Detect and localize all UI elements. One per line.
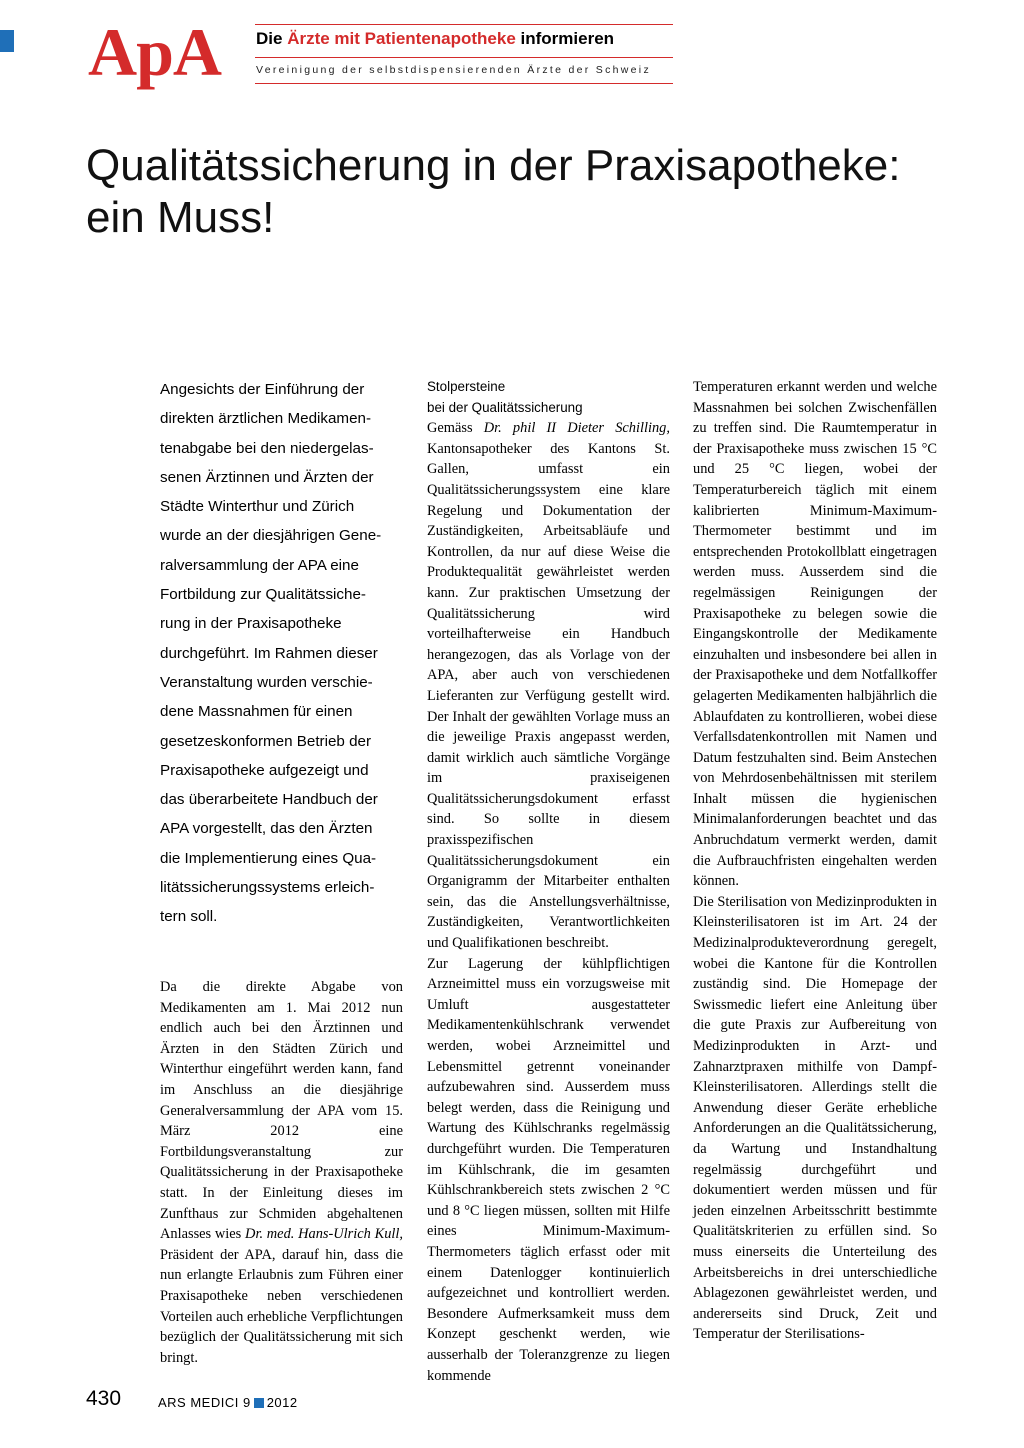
issue-year: 2012 bbox=[266, 1395, 298, 1410]
tagline-highlight: Ärzte mit Patientenapotheke bbox=[287, 29, 516, 48]
subheading-line-1: Stolpersteine bbox=[427, 379, 506, 394]
tagline-pre: Die bbox=[256, 29, 288, 48]
header-tagline bbox=[256, 29, 614, 49]
title-line-1: Qualitätssicherung in der Praxisapotheke: bbox=[86, 141, 901, 190]
col2-person-name: Dr. phil II Dieter Schilling, bbox=[483, 420, 670, 437]
lead-line: Angesichts der Einführung der bbox=[160, 381, 365, 398]
lead-line: Städte Winterthur und Zürich bbox=[160, 498, 355, 516]
lead-line: tenabgabe bei den niedergelas- bbox=[160, 439, 374, 457]
title-line-2: ein Muss! bbox=[86, 193, 275, 242]
col1-paragraph-1 bbox=[160, 977, 403, 1368]
lead-line: litätssicherungssystems erleich- bbox=[160, 879, 375, 897]
header-subtitle: Vereinigung der selbstdispensierenden Ärzte der Schweiz bbox=[256, 64, 651, 76]
lead-line: rung in der Praxisapotheke bbox=[160, 615, 342, 633]
lead-line: APA vorgestellt, das den Ärzten bbox=[160, 820, 373, 838]
col2-text-pre: Gemäss bbox=[427, 420, 484, 437]
column-3 bbox=[693, 377, 937, 1345]
lead-line: wurde an der diesjährigen Gene- bbox=[160, 527, 382, 545]
col1-text: Da die direkte Abgabe von Medikamenten am 1. Mai 2012 nun endlich auch bei den Ärztinnen und Ärzten in den Städten Zürich und Winterthur eingeführt werden kann, fand im Anschluss an die diesjährige Generalversammlung der APA vom 15. März 2012 eine Fortbildungsveranstaltung zur Qualitätssicherung in der Praxisapotheke statt. In der Einleitung dieses im Zunfthaus zur Schmiden abgehaltenen Anlasses wies bbox=[160, 979, 403, 1243]
lead-line: durchgeführt. Im Rahmen dieser bbox=[160, 644, 378, 662]
col1-text-end: Präsident der APA, darauf hin, dass die nun erlangte Erlaubnis zum Führen einer Praxisapotheke neben verschiedenen Vorteilen auch erhebliche Verpflichtungen bezüglich der Qualitätssicherung mit sich bringt. bbox=[160, 1246, 403, 1366]
square-icon bbox=[254, 1398, 264, 1408]
lead-line: das überarbeitete Handbuch der bbox=[160, 791, 378, 809]
page-number: 430 bbox=[86, 1387, 122, 1410]
col2-text: Kantonsapotheker des Kantons St. Gallen, umfasst ein Qualitätssicherungssystem eine klare Regelung und Dokumentation der Zuständigkeiten, Arbeitsabläufe und Kontrollen, da nur auf diese Weise die Produktequalität gewährleistet werden kann. Zur praktischen Umsetzung der Qualitätssicherung wird vorteilhafterweise ein Handbuch herangezogen, das als Vorlage von der APA, aber auch von verschiedenen Lieferanten zur Verfügung gestellt wird. Der Inhalt der gewählten Vorlage muss an die jeweilige Praxis angepasst werden, damit wirklich auch sämtliche Vorgänge im praxiseigenen Qualitätssicherungsdokument erfasst sind. So sollte in diesem praxisspezifischen Qualitätssicherungsdokument ein Organigramm der Mitarbeiter enthalten sein, das die Anstellungsverhältnisse, Zuständigkeiten, Verantwortlichkeiten und Qualifikationen beschreibt. bbox=[427, 440, 670, 952]
header-rule-top bbox=[255, 24, 673, 25]
lead-line: tern soll. bbox=[160, 908, 218, 926]
lead-line: direkten ärztlichen Medikamen- bbox=[160, 410, 372, 428]
page-edge-marker bbox=[0, 30, 14, 52]
lead-line: ralversammlung der APA eine bbox=[160, 556, 359, 574]
col1-person-name: Dr. med. Hans-Ulrich Kull, bbox=[245, 1226, 403, 1243]
subheading-line-2: bei der Qualitätssicherung bbox=[427, 399, 583, 415]
apa-logo: ApA bbox=[88, 14, 222, 90]
col3-paragraph-2: Die Sterilisation von Medizinprodukten in Kleinsterilisatoren ist im Art. 24 der Medizinalprodukteverordnung geregelt, wobei die Kantone für die Kontrollen zuständig sind. Die Homepage der Swissmedic liefert eine Anleitung über die gute Praxis zur Aufbereitung von Medizinprodukten in Arzt- und Zahnarztpraxen mithilfe von Dampf-Kleinsterilisatoren. Allerdings stellt die Anwendung dieser Geräte erhebliche Anforderungen an die Qualitätssicherung, da Wartung und Instandhaltung regelmässig durchgeführt und dokumentiert werden müssen und für jeden einzelnen Arbeitsschritt bestimmte Qualitätskriterien zu erfüllen sind. So muss einerseits die Unterteilung des Arbeitsbereichs in drei unterschiedliche Ablagezonen gewährleistet werden, und andererseits sind Druck, Zeit und Temperatur der Sterilisations- bbox=[693, 893, 937, 1343]
header-rule-middle bbox=[255, 57, 673, 58]
lead-line: Veranstaltung wurden verschie- bbox=[160, 673, 373, 691]
article-lead bbox=[160, 375, 400, 932]
magazine-issue bbox=[158, 1395, 298, 1410]
lead-line: dene Massnahmen für einen bbox=[160, 703, 353, 721]
page-footer bbox=[86, 1387, 298, 1411]
tagline-post: informieren bbox=[515, 29, 615, 48]
lead-line: senen Ärztinnen und Ärzten der bbox=[160, 468, 374, 486]
col3-paragraph-1: Temperaturen erkannt werden und welche Massnahmen bei solchen Zwischenfällen zu treffen sind. Die Raumtemperatur in der Praxisapotheke muss zwischen 15 °C und 25 °C liegen, wobei der Temperaturbereich täglich mit einem kalibrierten Minimum-Maximum-Thermometer bestimmt und im entsprechenden Protokollblatt eingetragen werden muss. Ausserdem sind die regelmässigen Reinigungen der Praxisapotheke zu belegen sowie die Eingangskontrolle der Medikamente einzuhalten und insbesondere bei allen in der Praxisapotheke und dem Notfallkoffer gelagerten Medikamenten halbjährlich die Ablaufdaten zu kontrollieren, wobei diese Verfallsdatenkontrollen mit Namen und Datum festzuhalten sind. Beim Anstechen von Mehrdosenbehältnissen mit sterilem Inhalt müssen die hygienischen Minimalanforderungen beachtet und das Anbruchdatum vermerkt werden, damit die Aufbrauchfristen eingehalten werden können. bbox=[693, 379, 937, 890]
lead-line: die Implementierung eines Qua- bbox=[160, 849, 377, 867]
magazine-name: ARS MEDICI 9 bbox=[158, 1395, 251, 1410]
col2-paragraph-1 bbox=[427, 418, 670, 953]
col2-paragraph-2: Zur Lagerung der kühlpflichtigen Arzneimittel muss ein vorzugsweise mit Umluft ausgestatteter Medikamentenkühlschrank verwendet werden, wobei Arzneimittel und Lebensmittel getrennt voneinander aufzubewahren sind. Ausserdem muss belegt werden, dass die Reinigung und Wartung des Kühlschranks regelmässig durchgeführt wurden. Die Temperaturen im Kühlschrank, die im gesamten Kühlschrankbereich stets zwischen 2 °C und 8 °C liegen müssen, sollten mit Hilfe eines Minimum-Maximum-Thermometers täglich erfasst oder mit einem Datenlogger kontinuierlich aufgezeichnet und kontrolliert werden. Besondere Aufmerksamkeit muss dem Konzept geschenkt werden, wie ausserhalb der Toleranzgrenze zu liegen kommende bbox=[427, 955, 670, 1384]
column-2 bbox=[427, 377, 670, 1386]
lead-line: gesetzeskonformen Betrieb der bbox=[160, 732, 372, 750]
lead-line: Fortbildung zur Qualitätssiche- bbox=[160, 586, 366, 604]
lead-line: Praxisapotheke aufgezeigt und bbox=[160, 761, 369, 779]
header-rule-bottom bbox=[255, 83, 673, 84]
article-title bbox=[86, 140, 946, 244]
column-1 bbox=[160, 977, 403, 1368]
